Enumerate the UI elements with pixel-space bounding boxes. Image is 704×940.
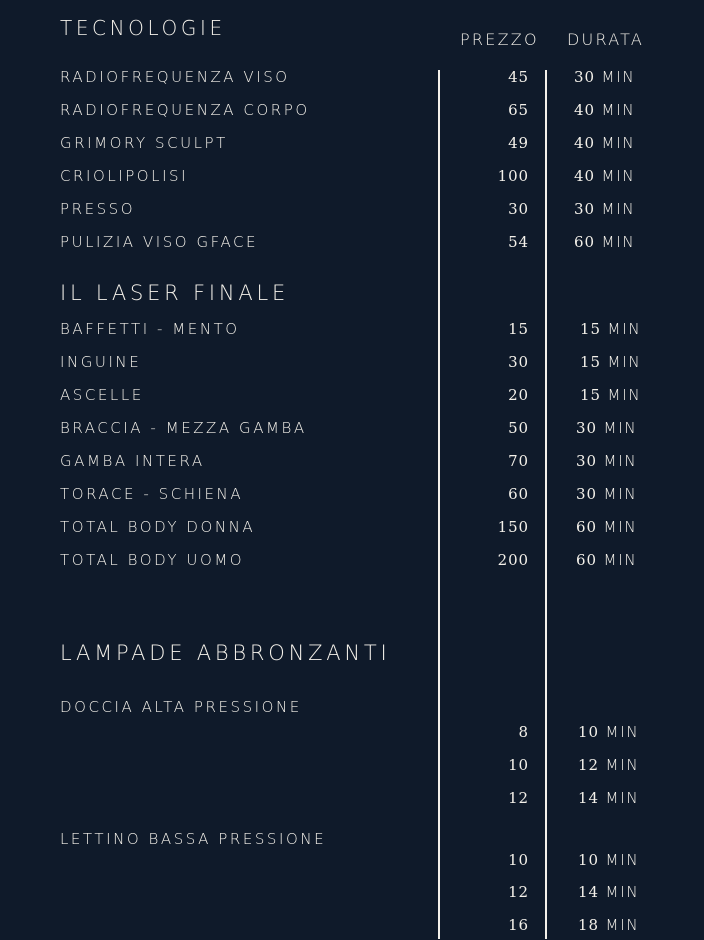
- item-price: 10: [508, 756, 529, 774]
- list-item: [0, 485, 704, 509]
- item-duration: 40 MIN: [574, 134, 636, 152]
- item-duration: 10 MIN: [578, 723, 640, 741]
- item-duration: 40 MIN: [574, 167, 636, 185]
- list-item: [0, 68, 704, 92]
- item-duration: 18 MIN: [578, 916, 640, 934]
- item-name: BAFFETTI - MENTO: [60, 320, 240, 338]
- item-duration: 30 MIN: [574, 200, 636, 218]
- item-duration: 60 MIN: [574, 233, 636, 251]
- item-duration: 14 MIN: [578, 789, 640, 807]
- list-item: [0, 353, 704, 377]
- list-item: [0, 851, 704, 875]
- item-price: 70: [508, 452, 529, 470]
- list-item: [0, 386, 704, 410]
- list-item: [0, 101, 704, 125]
- item-price: 10: [508, 851, 529, 869]
- list-item: [0, 419, 704, 443]
- item-price: 49: [508, 134, 529, 152]
- item-price: 30: [508, 200, 529, 218]
- list-item: [0, 518, 704, 542]
- item-price: 100: [497, 167, 529, 185]
- item-duration: 15 MIN: [580, 320, 642, 338]
- list-item: [0, 200, 704, 224]
- item-price: 30: [508, 353, 529, 371]
- section-title-lampade: LAMPADE ABBRONZANTI: [60, 641, 391, 665]
- column-header-price: PREZZO: [460, 30, 539, 49]
- item-duration: 15 MIN: [580, 353, 642, 371]
- item-name: RADIOFREQUENZA CORPO: [60, 101, 310, 119]
- subsection-title-lettino: LETTINO BASSA PRESSIONE: [60, 830, 327, 848]
- item-name: GRIMORY SCULPT: [60, 134, 228, 152]
- list-item: [0, 789, 704, 813]
- column-header-duration: DURATA: [567, 30, 645, 49]
- section-title-tecnologie: TECNOLOGIE: [60, 16, 226, 40]
- item-price: 50: [508, 419, 529, 437]
- item-duration: 10 MIN: [578, 851, 640, 869]
- item-duration: 15 MIN: [580, 386, 642, 404]
- list-item: [0, 916, 704, 940]
- item-name: PRESSO: [60, 200, 136, 218]
- item-name: RADIOFREQUENZA VISO: [60, 68, 290, 86]
- list-item: [0, 167, 704, 191]
- item-name: GAMBA INTERA: [60, 452, 205, 470]
- item-price: 150: [497, 518, 529, 536]
- list-item: [0, 233, 704, 257]
- item-price: 60: [508, 485, 529, 503]
- list-item: [0, 756, 704, 780]
- list-item: [0, 723, 704, 747]
- item-duration: 60 MIN: [576, 518, 638, 536]
- item-price: 8: [518, 723, 529, 741]
- item-name: BRACCIA - MEZZA GAMBA: [60, 419, 307, 437]
- item-price: 12: [508, 789, 529, 807]
- subsection-title-doccia: DOCCIA ALTA PRESSIONE: [60, 698, 302, 716]
- item-duration: 12 MIN: [578, 756, 640, 774]
- item-name: INGUINE: [60, 353, 142, 371]
- item-price: 12: [508, 883, 529, 901]
- item-duration: 40 MIN: [574, 101, 636, 119]
- item-duration: 30 MIN: [576, 485, 638, 503]
- item-price: 54: [508, 233, 529, 251]
- item-name: PULIZIA VISO GFACE: [60, 233, 259, 251]
- item-name: TORACE - SCHIENA: [60, 485, 244, 503]
- item-duration: 30 MIN: [574, 68, 636, 86]
- item-name: CRIOLIPOLISI: [60, 167, 189, 185]
- item-price: 15: [508, 320, 529, 338]
- item-duration: 30 MIN: [576, 452, 638, 470]
- item-duration: 14 MIN: [578, 883, 640, 901]
- list-item: [0, 134, 704, 158]
- item-price: 45: [508, 68, 529, 86]
- item-duration: 60 MIN: [576, 551, 638, 569]
- list-item: [0, 883, 704, 907]
- item-duration: 30 MIN: [576, 419, 638, 437]
- item-name: TOTAL BODY DONNA: [60, 518, 256, 536]
- list-item: [0, 551, 704, 575]
- item-name: ASCELLE: [60, 386, 144, 404]
- section-title-laser: IL LASER FINALE: [60, 281, 289, 305]
- item-price: 200: [497, 551, 529, 569]
- item-price: 20: [508, 386, 529, 404]
- item-price: 65: [508, 101, 529, 119]
- list-item: [0, 452, 704, 476]
- item-price: 16: [508, 916, 529, 934]
- item-name: TOTAL BODY UOMO: [60, 551, 245, 569]
- list-item: [0, 320, 704, 344]
